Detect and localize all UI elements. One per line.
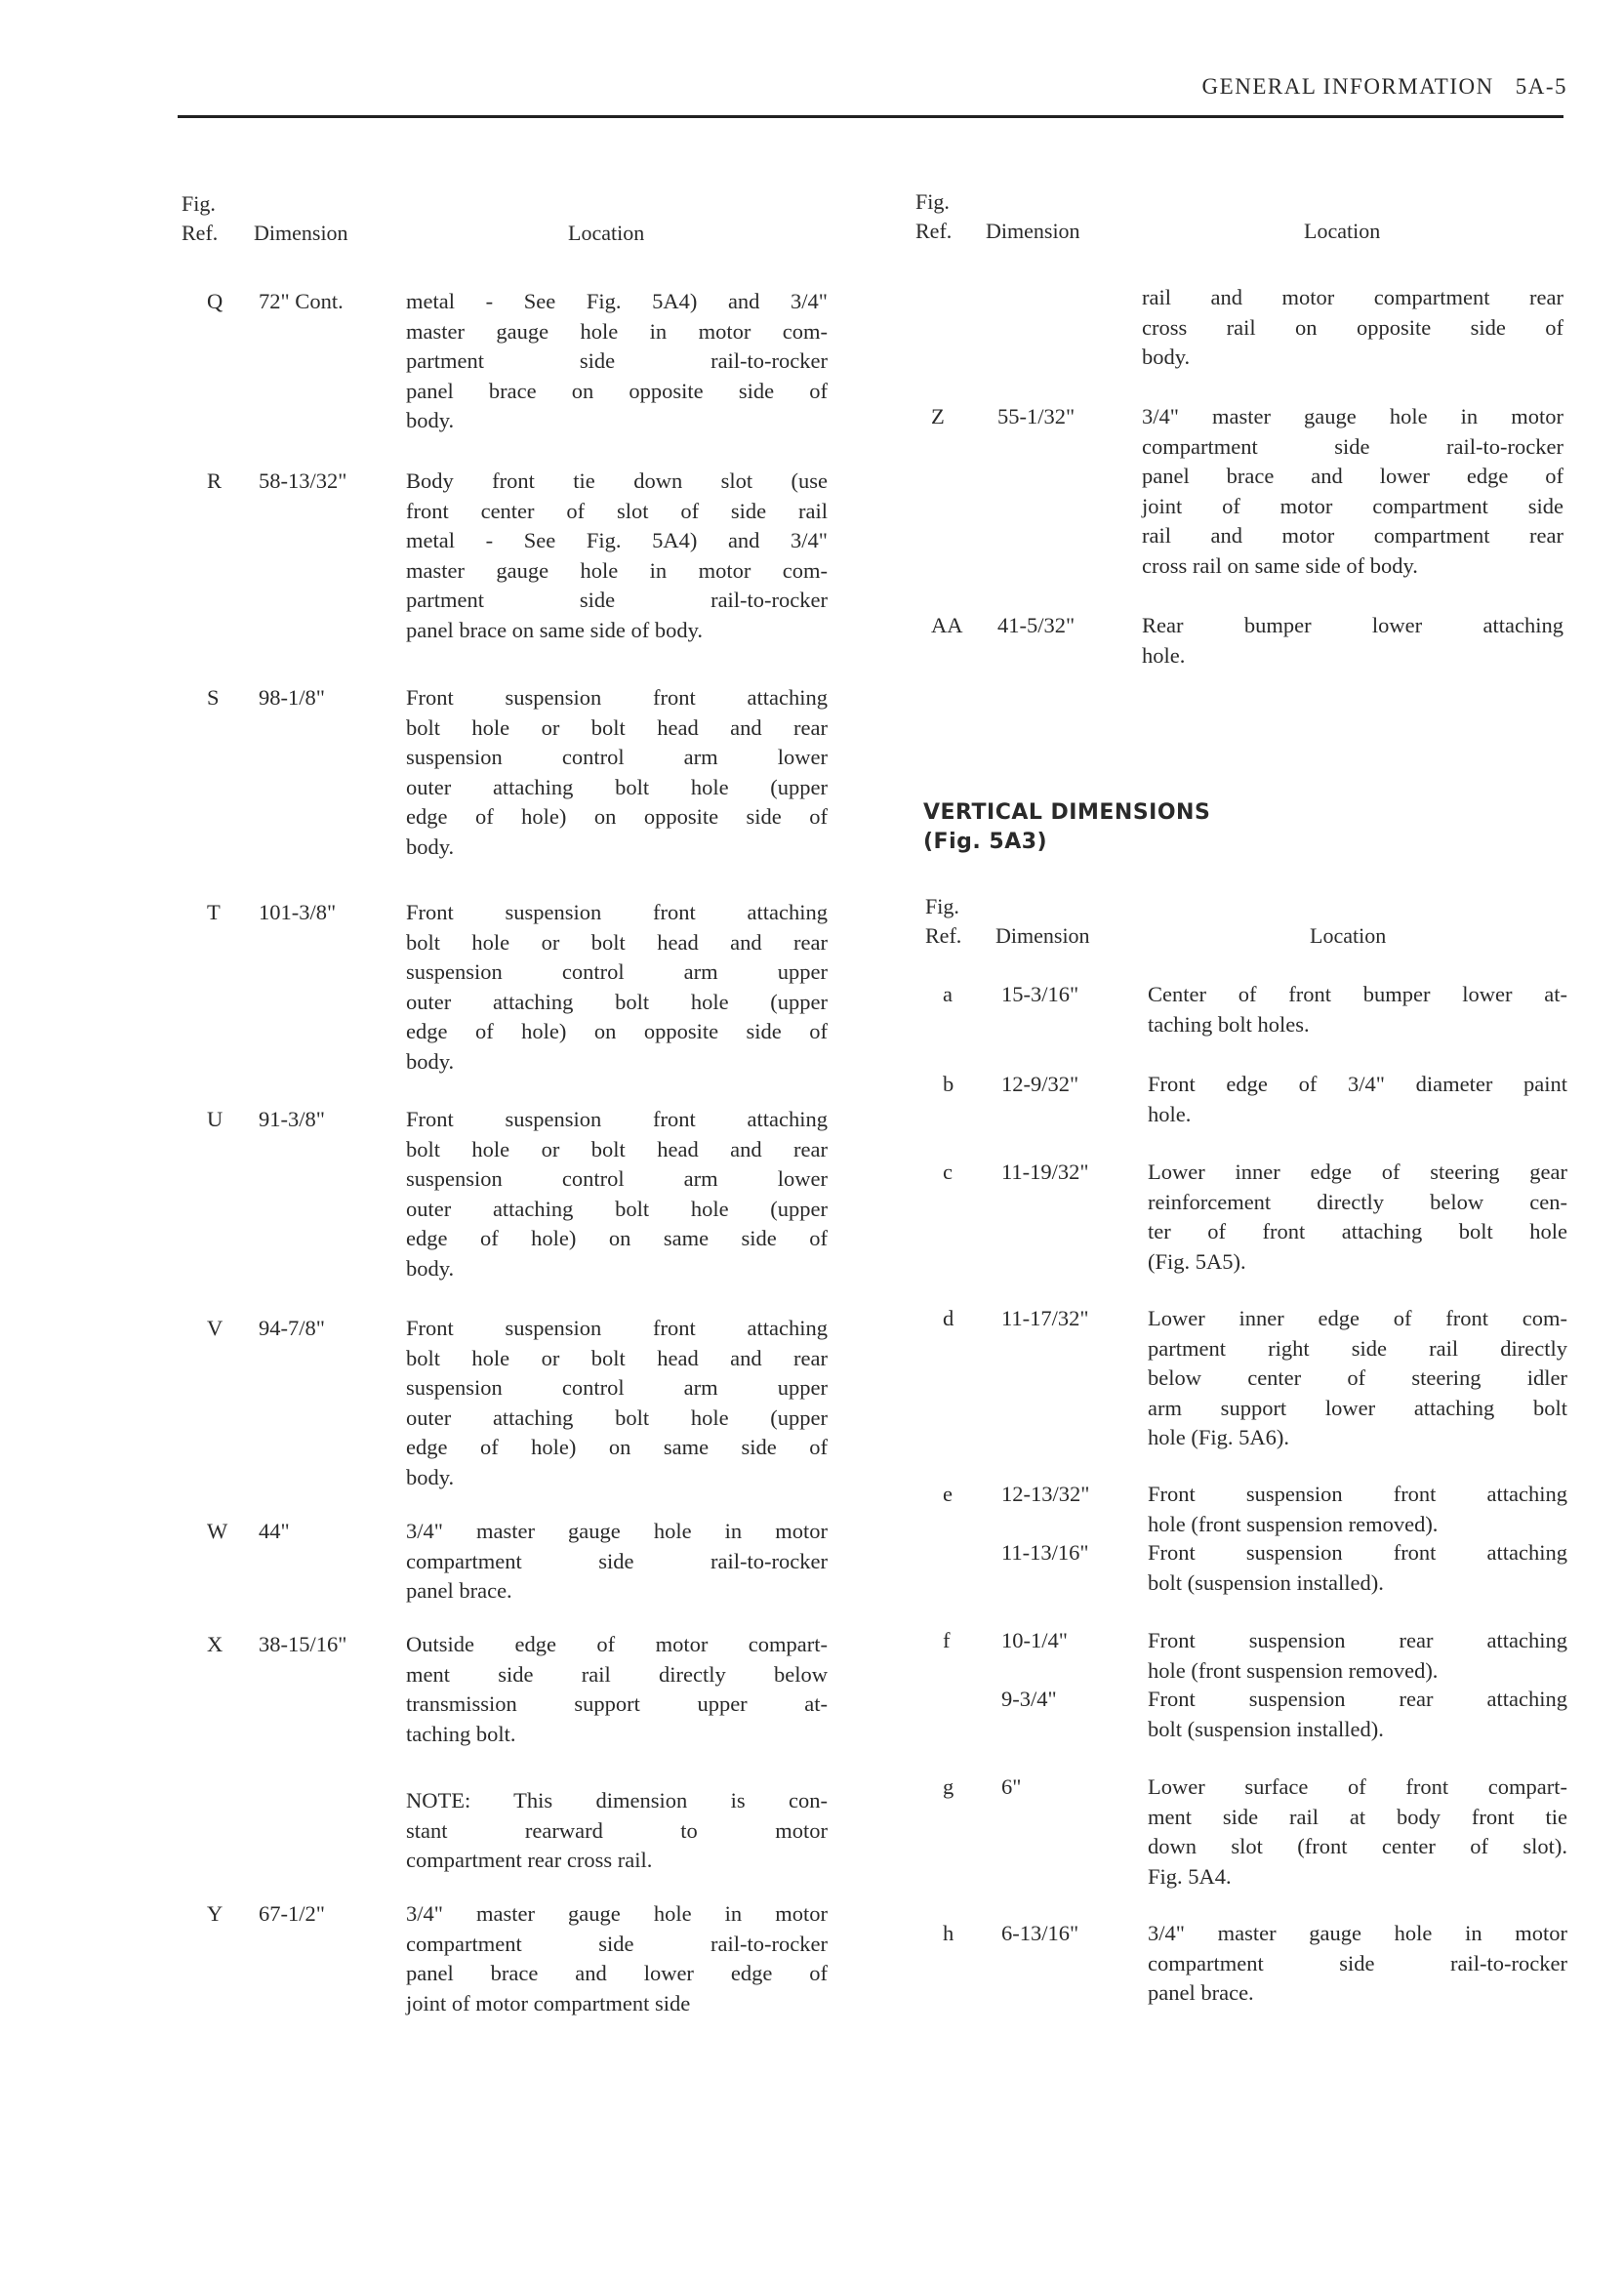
location-description bbox=[1148, 980, 1567, 1039]
right-location-header: Location bbox=[1304, 219, 1381, 243]
dimension-value: 41-5/32" bbox=[997, 613, 1076, 637]
right-dimension-header: Dimension bbox=[986, 219, 1080, 243]
fig-ref: T bbox=[207, 900, 221, 924]
fig-ref: h bbox=[943, 1921, 954, 1945]
location-description bbox=[406, 683, 828, 862]
location-line: 3/4" master gauge hole in motor bbox=[1142, 404, 1563, 428]
location-description bbox=[406, 287, 828, 436]
vertical-fig-header: Fig. bbox=[925, 894, 959, 918]
running-head bbox=[1202, 74, 1567, 100]
dimension-value: 67-1/2" bbox=[259, 1901, 325, 1926]
location-line: suspension control arm lower bbox=[406, 1166, 828, 1191]
location-line: cross rail on opposite side of bbox=[1142, 314, 1563, 340]
location-line: partment side rail-to-rocker bbox=[406, 348, 828, 373]
left-fig-header: Fig. bbox=[182, 191, 216, 216]
location-line: compartment side rail-to-rocker bbox=[1148, 1950, 1567, 1975]
location-line: bolt hole or bolt head and rear bbox=[406, 714, 828, 740]
location-line: below center of steering idler bbox=[1148, 1365, 1567, 1390]
vertical-ref-header: Ref. bbox=[925, 923, 962, 948]
location-line: edge of hole) on opposite side of bbox=[406, 1019, 828, 1043]
location-line: Lower inner edge of steering gear bbox=[1148, 1160, 1567, 1184]
location-line: body. bbox=[406, 1255, 455, 1281]
location-line: 3/4" master gauge hole in motor bbox=[1148, 1921, 1567, 1945]
dimension-value: 12-13/32" bbox=[1001, 1482, 1090, 1506]
fig-ref: W bbox=[207, 1519, 228, 1543]
location-line: edge of hole) on opposite side of bbox=[406, 804, 828, 829]
location-line: compartment rear cross rail. bbox=[406, 1848, 653, 1872]
dimension-value: 72" Cont. bbox=[259, 289, 344, 313]
location-description bbox=[1148, 1480, 1567, 1539]
location-description bbox=[1148, 1304, 1567, 1453]
location-line: Lower surface of front compart- bbox=[1148, 1774, 1567, 1799]
location-line: partment side rail-to-rocker bbox=[406, 588, 828, 612]
left-dimension-header: Dimension bbox=[254, 221, 348, 245]
location-line: bolt hole or bolt head and rear bbox=[406, 1345, 828, 1370]
dimension-value: 12-9/32" bbox=[1001, 1072, 1079, 1096]
location-line: master gauge hole in motor com- bbox=[406, 318, 828, 344]
location-line: panel brace on same side of body. bbox=[406, 617, 704, 642]
fig-ref: U bbox=[207, 1107, 223, 1131]
location-line: Front suspension rear attaching bbox=[1148, 1628, 1567, 1652]
location-line: panel brace and lower edge of bbox=[1142, 464, 1563, 488]
location-line: compartment side rail-to-rocker bbox=[406, 1931, 828, 1956]
location-line: hole (front suspension removed). bbox=[1148, 1511, 1439, 1536]
location-description bbox=[1148, 1685, 1567, 1744]
location-line: stant rearward to motor bbox=[406, 1817, 828, 1843]
fig-ref: Q bbox=[207, 289, 223, 313]
location-line: body. bbox=[406, 834, 455, 859]
location-line: transmission support upper at- bbox=[406, 1691, 828, 1716]
fig-ref: e bbox=[943, 1482, 953, 1506]
location-line: compartment side rail-to-rocker bbox=[1142, 433, 1563, 459]
location-line: Lower inner edge of front com- bbox=[1148, 1306, 1567, 1330]
location-description bbox=[1148, 1626, 1567, 1686]
location-description bbox=[406, 467, 828, 645]
fig-ref: Z bbox=[931, 404, 945, 428]
fig-ref: c bbox=[943, 1160, 953, 1184]
dimension-value: 11-17/32" bbox=[1001, 1306, 1089, 1330]
vertical-location-header: Location bbox=[1310, 923, 1387, 948]
location-line: hole (Fig. 5A6). bbox=[1148, 1425, 1289, 1449]
location-line: body. bbox=[406, 408, 455, 432]
location-description bbox=[406, 1630, 828, 1749]
location-description bbox=[1142, 283, 1563, 373]
location-line: body. bbox=[406, 1048, 455, 1074]
dimension-value: 9-3/4" bbox=[1001, 1687, 1057, 1711]
location-line: Front suspension front attaching bbox=[406, 1316, 828, 1340]
location-line: Outside edge of motor compart- bbox=[406, 1632, 828, 1656]
location-line: panel brace and lower edge of bbox=[406, 1961, 828, 1985]
fig-ref: V bbox=[207, 1316, 223, 1340]
location-line: panel brace. bbox=[1148, 1980, 1254, 2005]
location-description bbox=[1148, 1772, 1567, 1892]
location-description bbox=[1148, 1919, 1567, 2009]
location-line: outer attaching bolt hole (upper bbox=[406, 1405, 828, 1430]
header-rule bbox=[178, 115, 1563, 118]
section-subtitle: (Fig. 5A3) bbox=[923, 830, 1048, 854]
location-line: outer attaching bolt hole (upper bbox=[406, 774, 828, 799]
right-fig-header: Fig. bbox=[915, 189, 950, 214]
location-line: Front suspension front attaching bbox=[406, 685, 828, 710]
dimension-value: 11-19/32" bbox=[1001, 1160, 1089, 1184]
dimension-value: 6-13/16" bbox=[1001, 1921, 1079, 1945]
location-description bbox=[1142, 611, 1563, 671]
dimension-value: 58-13/32" bbox=[259, 468, 347, 493]
location-line: cross rail on same side of body. bbox=[1142, 552, 1418, 578]
location-line: hole. bbox=[1142, 642, 1186, 668]
location-line: reinforcement directly below cen- bbox=[1148, 1189, 1567, 1214]
location-line: metal - See Fig. 5A4) and 3/4" bbox=[406, 289, 828, 313]
dimension-value: 38-15/16" bbox=[259, 1632, 347, 1656]
left-ref-header: Ref. bbox=[182, 221, 219, 245]
dimension-value: 91-3/8" bbox=[259, 1107, 325, 1131]
fig-ref: S bbox=[207, 685, 220, 710]
location-line: edge of hole) on same side of bbox=[406, 1435, 828, 1459]
location-description bbox=[406, 1517, 828, 1607]
fig-ref: a bbox=[943, 982, 953, 1006]
location-line: hole. bbox=[1148, 1101, 1192, 1126]
location-line: master gauge hole in motor com- bbox=[406, 557, 828, 583]
location-line: Front suspension front attaching bbox=[1148, 1540, 1567, 1565]
page-number: 5A-5 bbox=[1515, 74, 1567, 99]
dimension-value: 55-1/32" bbox=[997, 404, 1076, 428]
fig-ref: g bbox=[943, 1774, 954, 1799]
location-line: body. bbox=[406, 1464, 455, 1489]
dimension-value: 15-3/16" bbox=[1001, 982, 1079, 1006]
location-line: ment side rail at body front tie bbox=[1148, 1804, 1567, 1829]
location-description bbox=[1148, 1158, 1567, 1277]
section-name: GENERAL INFORMATION bbox=[1201, 74, 1494, 99]
fig-ref: f bbox=[943, 1628, 951, 1652]
location-line: (Fig. 5A5). bbox=[1148, 1248, 1246, 1274]
location-line: partment right side rail directly bbox=[1148, 1335, 1567, 1361]
location-line: suspension control arm upper bbox=[406, 1375, 828, 1400]
fig-ref: R bbox=[207, 468, 223, 493]
fig-ref: X bbox=[207, 1632, 223, 1656]
location-line: rail and motor compartment rear bbox=[1142, 523, 1563, 548]
location-description bbox=[406, 1314, 828, 1492]
location-line: Front suspension front attaching bbox=[406, 1107, 828, 1131]
dimension-value: 94-7/8" bbox=[259, 1316, 325, 1340]
location-line: Front edge of 3/4" diameter paint bbox=[1148, 1072, 1567, 1096]
fig-ref: AA bbox=[931, 613, 963, 637]
location-line: outer attaching bolt hole (upper bbox=[406, 989, 828, 1014]
location-line: Front suspension front attaching bbox=[1148, 1482, 1567, 1506]
location-description bbox=[406, 1899, 828, 2018]
location-line: taching bolt holes. bbox=[1148, 1011, 1310, 1037]
vertical-dimensions-heading bbox=[923, 798, 1210, 857]
fig-ref: Y bbox=[207, 1901, 223, 1926]
location-line: suspension control arm lower bbox=[406, 745, 828, 769]
location-line: Fig. 5A4. bbox=[1148, 1863, 1232, 1889]
location-description bbox=[1148, 1538, 1567, 1598]
location-line: Center of front bumper lower at- bbox=[1148, 982, 1567, 1006]
location-line: panel brace. bbox=[406, 1578, 512, 1603]
location-description bbox=[406, 1105, 828, 1283]
location-line: front center of slot of side rail bbox=[406, 498, 828, 523]
location-line: bolt hole or bolt head and rear bbox=[406, 929, 828, 955]
location-line: Rear bumper lower attaching bbox=[1142, 613, 1563, 637]
location-line: panel brace on opposite side of bbox=[406, 378, 828, 403]
dimension-value: 6" bbox=[1001, 1774, 1022, 1799]
vertical-dimension-header: Dimension bbox=[995, 923, 1090, 948]
location-line: bolt (suspension installed). bbox=[1148, 1716, 1384, 1741]
location-line: rail and motor compartment rear bbox=[1142, 285, 1563, 309]
location-description bbox=[406, 898, 828, 1077]
location-line: 3/4" master gauge hole in motor bbox=[406, 1901, 828, 1926]
location-line: down slot (front center of slot). bbox=[1148, 1834, 1567, 1858]
location-line: 3/4" master gauge hole in motor bbox=[406, 1519, 828, 1543]
location-line: ter of front attaching bolt hole bbox=[1148, 1219, 1567, 1243]
dimension-value: 44" bbox=[259, 1519, 290, 1543]
dimension-value: 10-1/4" bbox=[1001, 1628, 1068, 1652]
location-description bbox=[1148, 1070, 1567, 1129]
location-line: hole (front suspension removed). bbox=[1148, 1657, 1439, 1683]
location-line: outer attaching bolt hole (upper bbox=[406, 1196, 828, 1221]
location-line: taching bolt. bbox=[406, 1721, 516, 1746]
left-location-header: Location bbox=[568, 221, 645, 245]
right-ref-header: Ref. bbox=[915, 219, 953, 243]
fig-ref: d bbox=[943, 1306, 954, 1330]
location-line: Front suspension rear attaching bbox=[1148, 1687, 1567, 1711]
location-line: bolt hole or bolt head and rear bbox=[406, 1136, 828, 1161]
fig-ref: b bbox=[943, 1072, 954, 1096]
dimension-value: 11-13/16" bbox=[1001, 1540, 1089, 1565]
location-line: body. bbox=[1142, 345, 1191, 369]
dimension-value: 98-1/8" bbox=[259, 685, 325, 710]
location-line: edge of hole) on same side of bbox=[406, 1226, 828, 1250]
dimension-value: 101-3/8" bbox=[259, 900, 337, 924]
location-description bbox=[1142, 402, 1563, 581]
location-line: NOTE: This dimension is con- bbox=[406, 1788, 828, 1812]
location-line: Front suspension front attaching bbox=[406, 900, 828, 924]
location-line: joint of motor compartment side bbox=[406, 1990, 691, 2015]
location-line: Body front tie down slot (use bbox=[406, 468, 828, 493]
location-line: metal - See Fig. 5A4) and 3/4" bbox=[406, 528, 828, 552]
location-line: compartment side rail-to-rocker bbox=[406, 1548, 828, 1573]
location-description bbox=[406, 1786, 828, 1876]
location-line: bolt (suspension installed). bbox=[1148, 1569, 1384, 1595]
location-line: ment side rail directly below bbox=[406, 1661, 828, 1687]
page-header bbox=[0, 70, 1624, 100]
location-line: joint of motor compartment side bbox=[1142, 493, 1563, 518]
location-line: arm support lower attaching bolt bbox=[1148, 1395, 1567, 1420]
location-line: suspension control arm upper bbox=[406, 959, 828, 984]
section-title: VERTICAL DIMENSIONS bbox=[923, 800, 1211, 825]
